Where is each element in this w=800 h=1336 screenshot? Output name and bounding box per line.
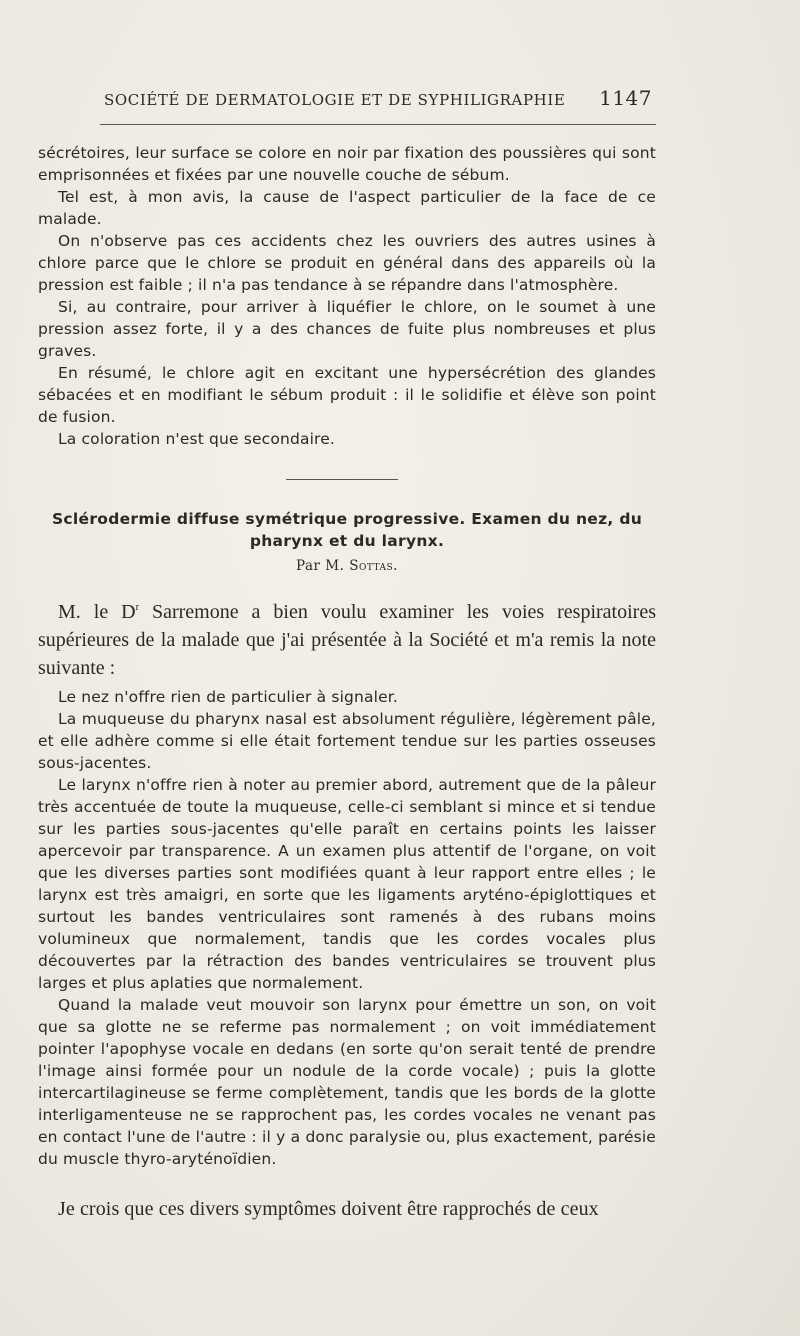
paragraph: On n'observe pas ces accidents chez les ouvriers des autres usines à chlore parce que le chlore se produit en général dans des appareils où la pression est faible ; il n'a pas tendance à se répandre dans l'atmosphère. — [38, 232, 656, 294]
article-intro — [38, 594, 656, 682]
header-rule — [100, 124, 656, 125]
paragraph: Tel est, à mon avis, la cause de l'aspect particulier de la face de ce malade. — [38, 188, 656, 228]
running-header — [104, 86, 652, 110]
previous-article-text — [38, 142, 656, 450]
intro-start: M. le D — [58, 601, 136, 623]
intro-rest: Sarremone a bien voulu examiner les voies respiratoires supérieures de la malade que j'ai présentée à la Société et m'a remis la note suivante : — [38, 601, 656, 679]
paragraph: En résumé, le chlore agit en excitant une hypersécrétion des glandes sébacées et en modifiant le sébum produit : il le solidifie et élève son point de fusion. — [38, 364, 656, 426]
paragraph: sécrétoires, leur surface se colore en noir par fixation des poussières qui sont emprisonnées et fixées par une nouvelle couche de sébum. — [38, 144, 656, 184]
intro-superscript: r — [135, 602, 139, 613]
paragraph: Le larynx n'offre rien à noter au premier abord, autrement que de la pâleur très accentuée de toute la muqueuse, celle-ci semblant si mince et si tendue sur les parties sous-jacentes qu'elle paraît en certains points les laisser apercevoir par transparence. A un examen plus attentif de l'organe, on voit que les diverses parties sont modifiées quant à leur rapport entre elles ; le larynx est très amaigri, en sorte que les ligaments aryténo-épiglottiques et surtout les bandes ventriculaires sont ramenés à des rubans moins volumineux que normalement, tandis que les cordes vocales plus découvertes par la rétraction des bandes ventriculaires se trouvent plus larges et plus aplaties que normalement. — [38, 776, 656, 992]
article-author — [38, 558, 656, 574]
paragraph: Quand la malade veut mouvoir son larynx pour émettre un son, on voit que sa glotte ne se referme pas normalement ; on voit immédiatement pointer l'apophyse vocale en dedans (en sorte qu'on serait tenté de prendre l'image ainsi formée pour un nodule de la corde vocale) ; puis la glotte intercartilagineuse se ferme complètement, tandis que les bords de la glotte interligamenteuse ne se rapprochent pas, les cordes vocales ne venant pas en contact l'une de l'autre : il y a donc paralysie ou, plus exactement, parésie du muscle thyro-aryténoïdien. — [38, 996, 656, 1168]
intro-paragraph — [38, 594, 656, 682]
closing-line: Je crois que ces divers symptômes doivent être rapprochés de ceux — [58, 1198, 599, 1220]
paragraph: Si, au contraire, pour arriver à liquéfier le chlore, on le soumet à une pression assez forte, il y a des chances de fuite plus nombreuses et plus graves. — [38, 298, 656, 360]
article-title: Sclérodermie diffuse symétrique progressive. Examen du nez, du pharynx et du larynx. — [51, 510, 643, 550]
running-title: SOCIÉTÉ DE DERMATOLOGIE ET DE SYPHILIGRAPHIE — [104, 91, 566, 109]
author-name: Sottas. — [349, 558, 398, 574]
report-text — [38, 686, 656, 1170]
paragraph: Le nez n'offre rien de particulier à signaler. — [58, 688, 398, 706]
page-number: 1147 — [599, 86, 652, 110]
paragraph: La muqueuse du pharynx nasal est absolument régulière, légèrement pâle, et elle adhère comme si elle était fortement tendue sur les parties osseuses sous-jacentes. — [38, 710, 656, 772]
section-divider — [286, 479, 398, 480]
author-prefix: Par M. — [296, 558, 345, 574]
paragraph: La coloration n'est que secondaire. — [58, 430, 335, 448]
